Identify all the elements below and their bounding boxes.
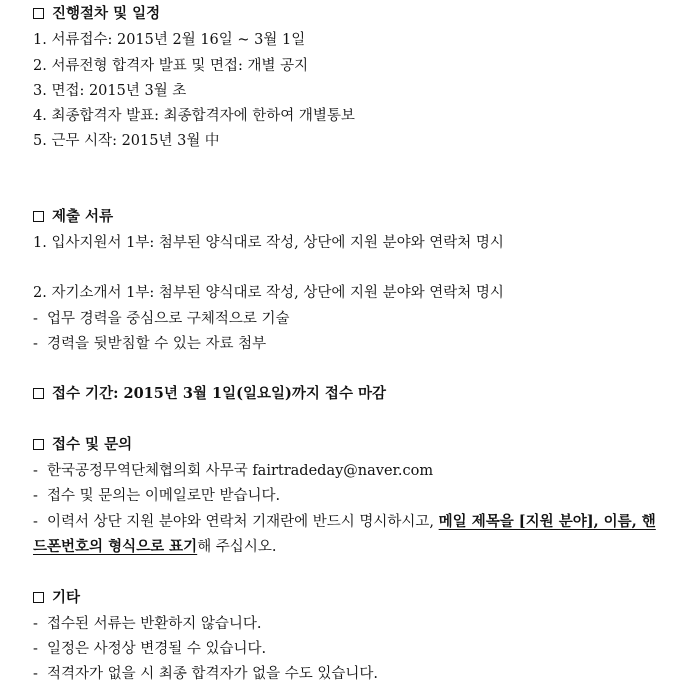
etc-heading: 기타 [33,588,80,608]
inquiry-bullet: - 한국공정무역단체협의회 사무국 fairtradeday@naver.com [33,463,434,479]
checkbox-square-icon [33,388,44,399]
documents-bullet: - 경력을 뒷받침할 수 있는 자료 첨부 [33,336,267,352]
inquiry-heading: 접수 및 문의 [33,435,132,455]
checkbox-square-icon [33,439,44,450]
schedule-item: 2. 서류전형 합격자 발표 및 면접: 개별 공지 [33,58,309,74]
documents-item: 1. 입사지원서 1부: 첨부된 양식대로 작성, 상단에 지원 분야와 연락처 명시 [33,235,504,251]
checkbox-square-icon [33,8,44,19]
email-subject-instruction: 메일 제목을 [지원 분야], 이름, 핸 [438,513,656,530]
schedule-item: 1. 서류접수: 2015년 2월 16일 ~ 3월 1일 [33,32,306,48]
documents-item: 2. 자기소개서 1부: 첨부된 양식대로 작성, 상단에 지원 분야와 연락처 명시 [33,285,504,301]
inquiry-bullet-continued: 드폰번호의 형식으로 표기해 주십시오. [33,538,277,555]
etc-bullet: - 접수된 서류는 반환하지 않습니다. [33,616,262,632]
checkbox-square-icon [33,211,44,222]
checkbox-square-icon [33,592,44,603]
schedule-item: 4. 최종합격자 발표: 최종합격자에 한하여 개별통보 [33,108,355,124]
etc-bullet: - 일정은 사정상 변경될 수 있습니다. [33,641,267,657]
inquiry-bullet: - 접수 및 문의는 이메일로만 받습니다. [33,488,281,504]
schedule-item: 3. 면접: 2015년 3월 초 [33,83,187,99]
email-subject-instruction: 드폰번호의 형식으로 표기 [33,538,198,555]
schedule-heading: 진행절차 및 일정 [33,4,160,24]
deadline-heading: 접수 기간: 2015년 3월 1일(일요일)까지 접수 마감 [33,384,386,404]
etc-bullet: - 적격자가 없을 시 최종 합격자가 없을 수도 있습니다. [33,666,379,682]
documents-bullet: - 업무 경력을 중심으로 구체적으로 기술 [33,311,290,327]
schedule-item: 5. 근무 시작: 2015년 3월 中 [33,133,220,149]
documents-heading: 제출 서류 [33,207,113,227]
inquiry-bullet: - 이력서 상단 지원 분야와 연락처 기재란에 반드시 명시하시고, 메일 제목을 [지원 분야], 이름, 핸 [33,513,656,530]
